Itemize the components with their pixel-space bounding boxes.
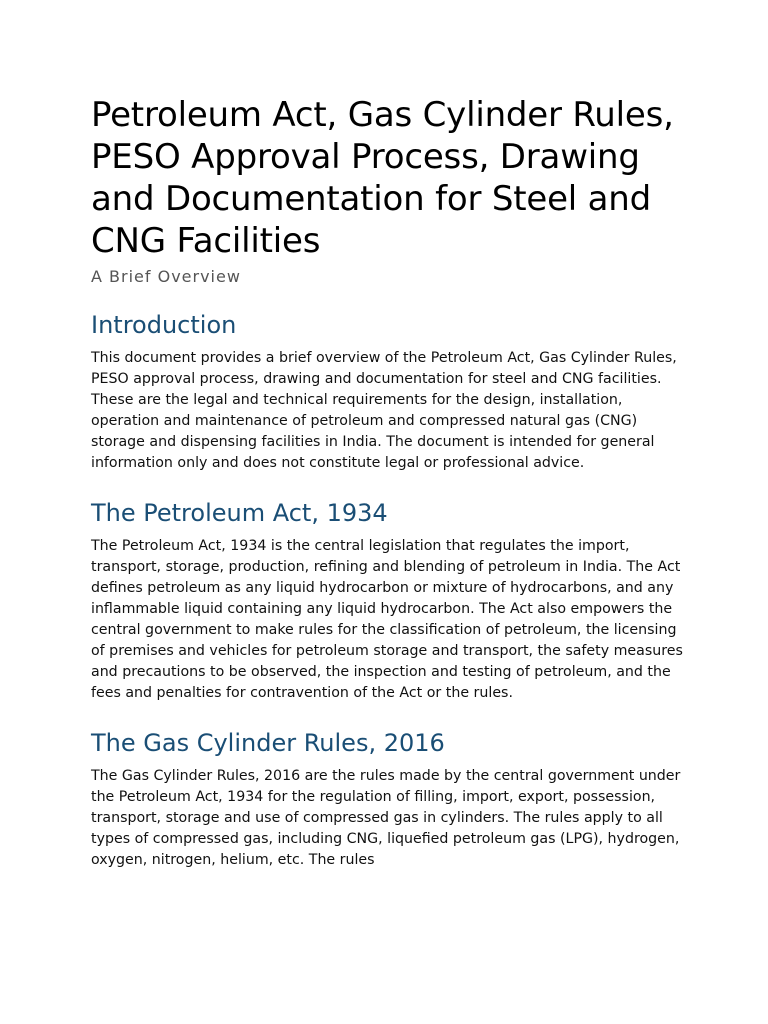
section-body-introduction: This document provides a brief overview of the Petroleum Act, Gas Cylinder Rules, PESO approval process, drawing and documentation for steel and CNG facilities. These are the legal and technical requirements for the design, installation, operation and maintenance of petroleum and compressed natural gas (CNG) storage and dispensing facilities in India. The document is intended for general information only and does not constitute legal or professional advice.	[91, 350, 677, 471]
section-heading-introduction: Introduction	[91, 311, 237, 339]
section-heading-gas-cylinder-rules: The Gas Cylinder Rules, 2016	[91, 729, 445, 757]
document-title: Petroleum Act, Gas Cylinder Rules, PESO Approval Process, Drawing and Documentation for Steel and CNG Facilities	[91, 95, 674, 261]
document-page	[91, 94, 683, 871]
section-body-gas-cylinder-rules: The Gas Cylinder Rules, 2016 are the rules made by the central government under the Petroleum Act, 1934 for the regulation of filling, import, export, possession, transport, storage and use of compressed gas in cylinders. The rules apply to all types of compressed gas, including CNG, liquefied petroleum gas (LPG), hydrogen, oxygen, nitrogen, helium, etc. The rules	[91, 768, 681, 868]
section-body-petroleum-act: The Petroleum Act, 1934 is the central legislation that regulates the import, transport, storage, production, refining and blending of petroleum in India. The Act defines petroleum as any liquid hydrocarbon or mixture of hydrocarbons, and any inflammable liquid containing any liquid hydrocarbon. The Act also empowers the central government to make rules for the classification of petroleum, the licensing of premises and vehicles for petroleum storage and transport, the safety measures and precautions to be observed, the inspection and testing of petroleum, and the fees and penalties for contravention of the Act or the rules.	[91, 538, 683, 701]
section-heading-petroleum-act: The Petroleum Act, 1934	[91, 499, 388, 527]
document-subtitle: A Brief Overview	[91, 267, 241, 286]
